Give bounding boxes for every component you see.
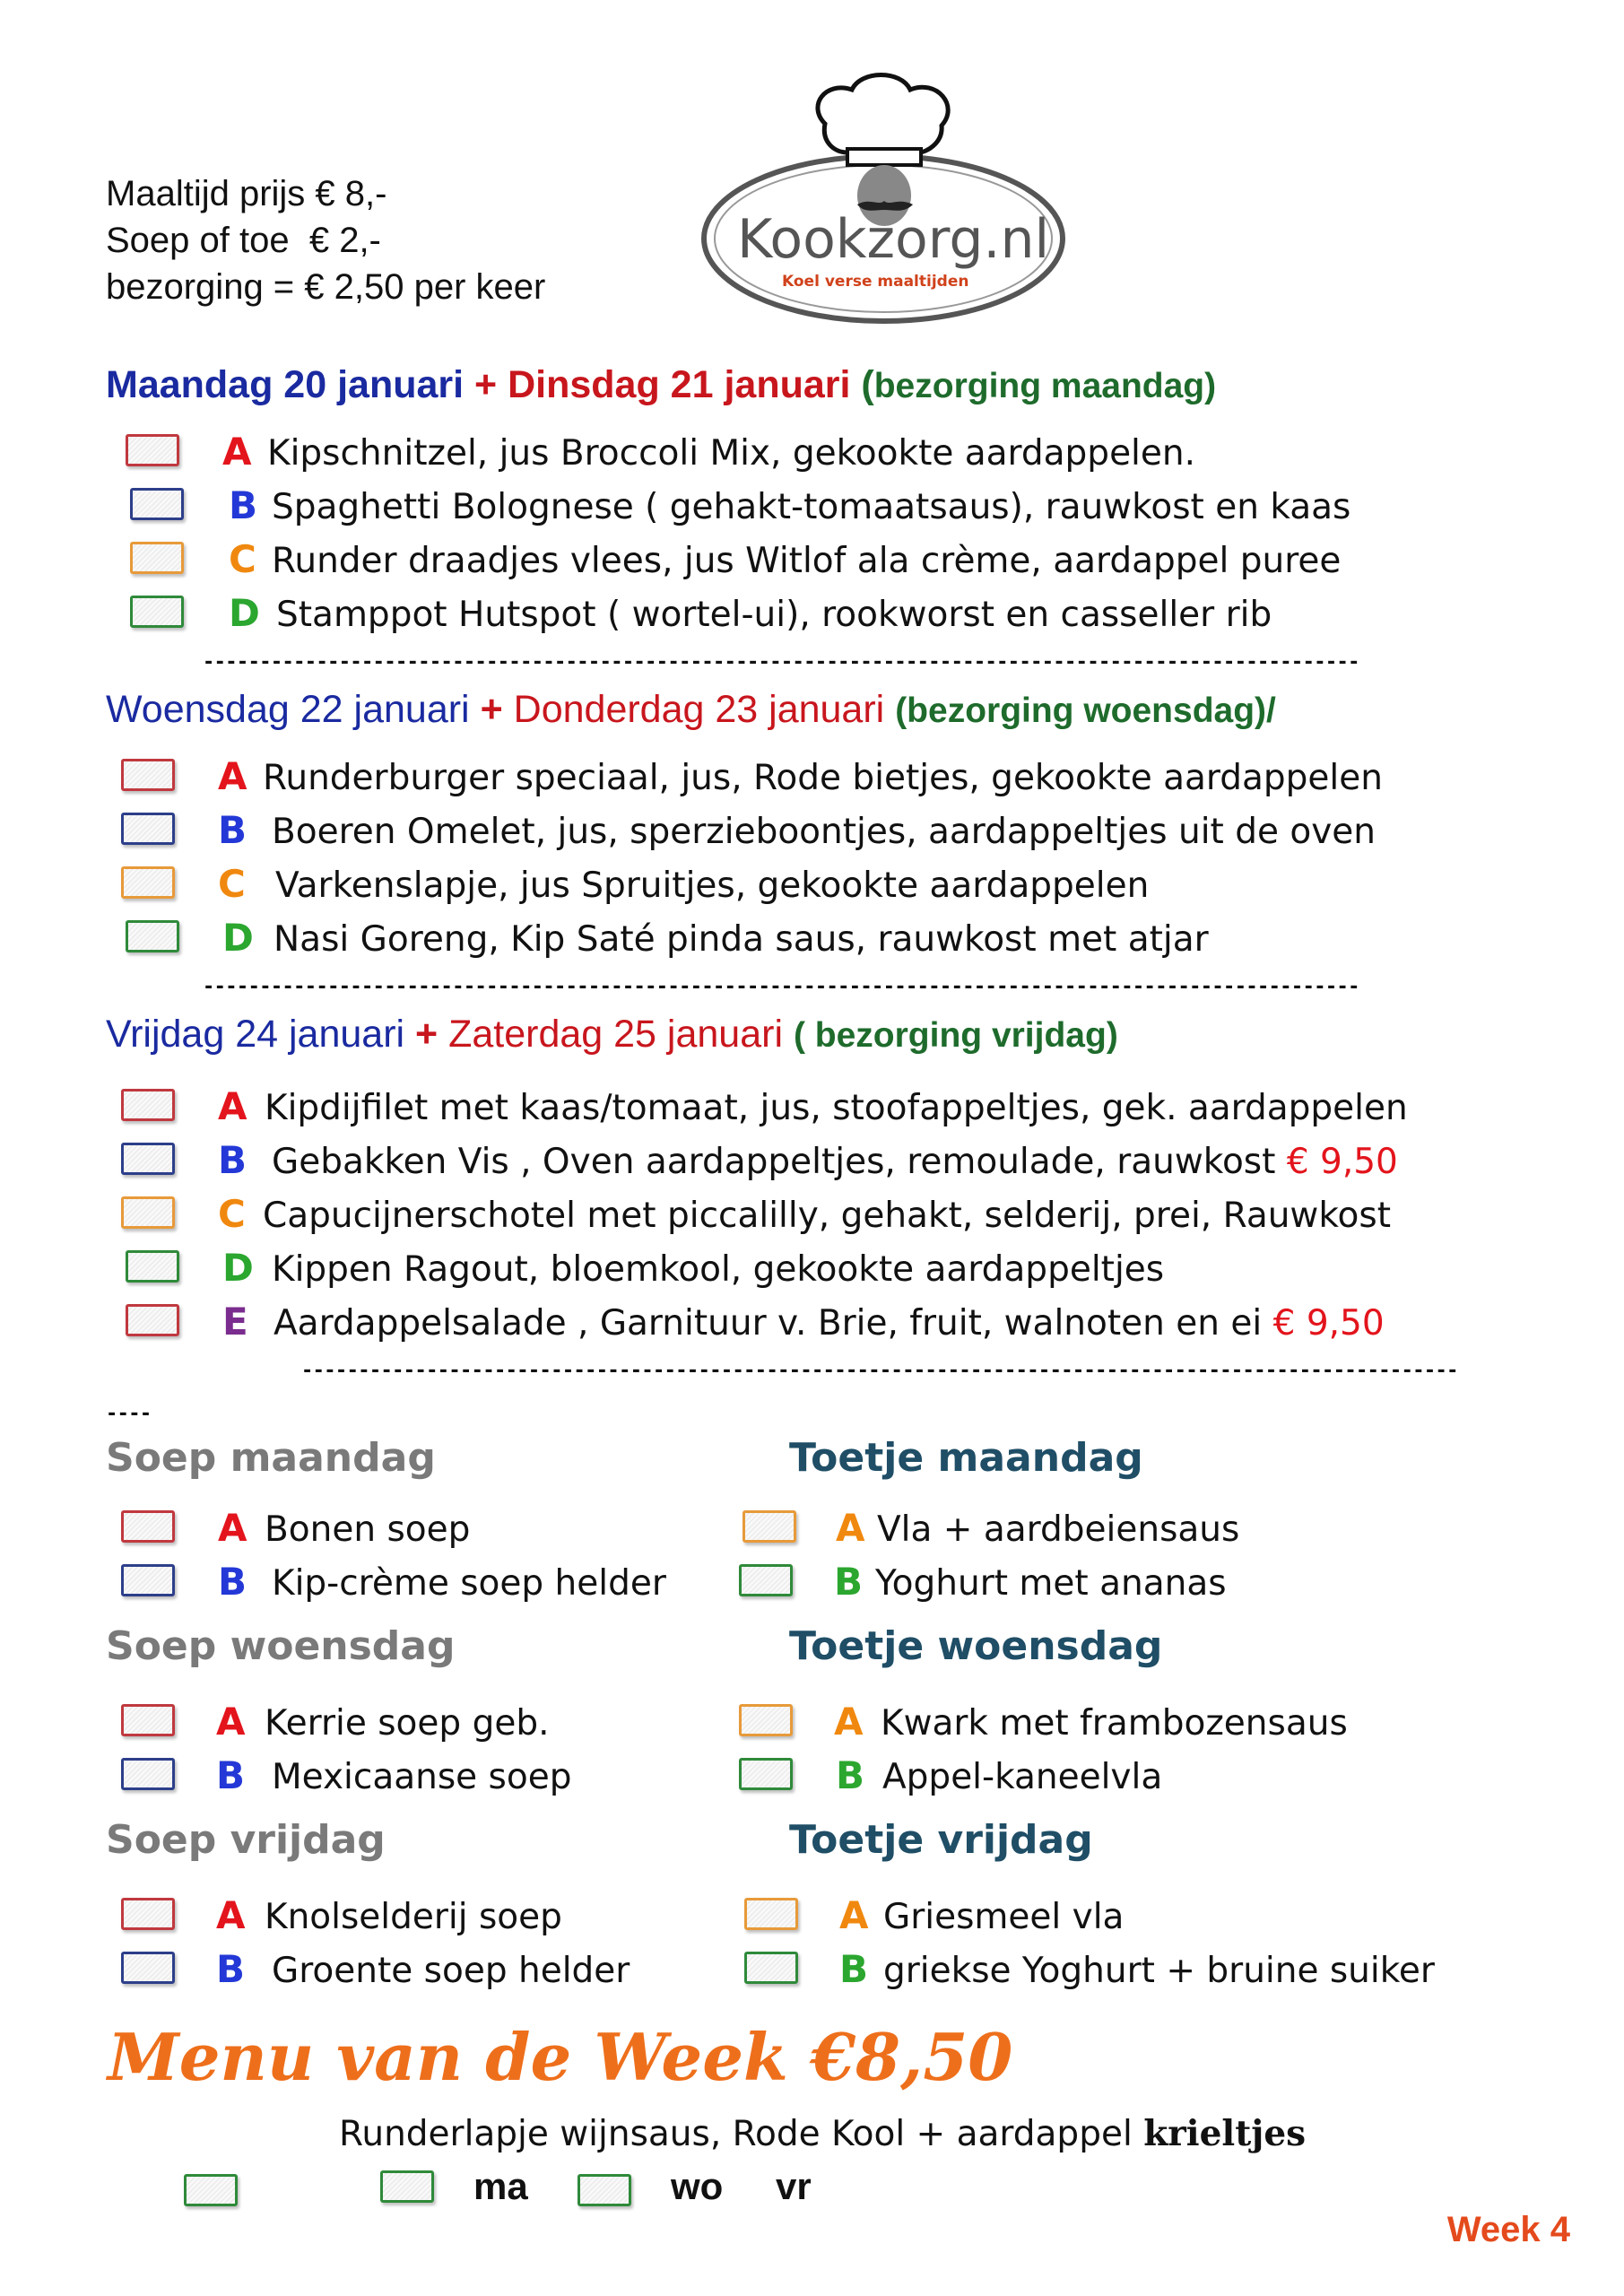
option-letter: A xyxy=(216,1700,246,1744)
checkbox[interactable] xyxy=(121,1143,175,1175)
dish-text: Kwark met frambozensaus xyxy=(881,1703,1348,1744)
block2-day1: Woensdag 22 januari xyxy=(106,688,470,731)
block3-plus: + xyxy=(415,1013,439,1056)
kookzorg-logo xyxy=(690,70,1076,330)
day-label-vr: vr xyxy=(776,2165,812,2207)
short-separator: ---- xyxy=(106,1405,152,1424)
checkbox[interactable] xyxy=(130,596,184,628)
separator: ------------------------------------------------------------------------------------------------------ xyxy=(301,1361,1458,1381)
dish-price: € 9,50 xyxy=(1286,1142,1398,1182)
menu-week-dish-end: krieltjes xyxy=(1143,2113,1307,2154)
block1-header xyxy=(106,363,1217,406)
separator: ------------------------------------------------------------------------------------------------------ xyxy=(203,653,1359,673)
block1-day1: Maandag 20 januari xyxy=(106,363,465,406)
option-letter: A xyxy=(218,754,248,798)
day-label-wo: wo xyxy=(671,2165,724,2207)
checkbox[interactable] xyxy=(743,1510,796,1543)
dish-text: Kipschnitzel, jus Broccoli Mix, gekookte aardappelen. xyxy=(267,433,1196,474)
checkbox[interactable] xyxy=(126,434,179,466)
block2-note: (bezorging woensdag)/ xyxy=(895,691,1276,730)
option-letter: B xyxy=(834,1560,864,1604)
dish-text: griekse Yoghurt + bruine suiker xyxy=(883,1951,1435,1991)
dish-text: Bonen soep xyxy=(265,1509,471,1550)
dish-text: Kip-crème soep helder xyxy=(272,1563,666,1604)
separator: ------------------------------------------------------------------------------------------------------ xyxy=(203,978,1359,997)
block1-note: bezorging maandag) xyxy=(873,367,1217,405)
block1-plus: + xyxy=(474,363,498,406)
option-letter: B xyxy=(216,1753,246,1797)
soup-friday-title: Soep vrijdag xyxy=(106,1817,386,1863)
soup-wednesday-title: Soep woensdag xyxy=(106,1623,456,1669)
dish-text: Vla + aardbeiensaus xyxy=(877,1509,1240,1550)
dish-text: Varkenslapje, jus Spruitjes, gekookte aardappelen xyxy=(275,865,1150,906)
checkbox[interactable] xyxy=(126,920,179,952)
menu-week-title: Menu van de Week €8,50 xyxy=(108,2019,1013,2095)
block3-day1: Vrijdag 24 januari xyxy=(106,1013,405,1056)
option-letter: B xyxy=(218,1560,248,1604)
checkbox[interactable] xyxy=(739,1758,793,1790)
checkbox[interactable] xyxy=(739,1704,793,1736)
option-letter: C xyxy=(218,1192,246,1236)
checkbox[interactable] xyxy=(121,1758,175,1790)
logo-brand: Kookzorg.nl xyxy=(737,208,1050,271)
block2-plus: + xyxy=(480,688,503,731)
option-letter: A xyxy=(216,1893,246,1937)
price-soup-dessert: Soep of toe € 2,- xyxy=(106,221,381,260)
dish-price: € 9,50 xyxy=(1272,1303,1385,1344)
option-letter: D xyxy=(222,916,254,960)
dish-text: Spaghetti Bolognese ( gehakt-tomaatsaus), rauwkost en kaas xyxy=(272,487,1351,527)
price-delivery: bezorging = € 2,50 per keer xyxy=(106,267,546,307)
checkbox[interactable] xyxy=(121,1196,175,1229)
checkbox[interactable] xyxy=(121,1510,175,1543)
option-letter: B xyxy=(216,1947,246,1991)
checkbox[interactable] xyxy=(744,1952,798,1984)
dish-text: Runderburger speciaal, jus, Rode bietjes, gekookte aardappelen xyxy=(263,758,1383,798)
checkbox[interactable] xyxy=(739,1564,793,1596)
dessert-wednesday-title: Toetje woensdag xyxy=(789,1623,1163,1669)
option-letter: B xyxy=(229,483,258,527)
block2-day2: Donderdag 23 januari xyxy=(513,688,885,731)
checkbox[interactable] xyxy=(121,1564,175,1596)
dish-text: Runder draadjes vlees, jus Witlof ala crème, aardappel puree xyxy=(272,541,1342,581)
checkbox[interactable] xyxy=(130,488,184,520)
chef-hat-icon xyxy=(690,70,1076,330)
block2-header xyxy=(106,688,1276,731)
dish-text: Capucijnerschotel met piccalilly, gehakt, selderij, prei, Rauwkost xyxy=(263,1196,1391,1236)
option-letter: B xyxy=(836,1753,865,1797)
block1-note-open: ( xyxy=(861,363,874,406)
option-letter: A xyxy=(222,430,252,474)
checkbox[interactable] xyxy=(744,1898,798,1930)
option-letter: C xyxy=(229,537,256,581)
menu-week-checkbox-ma[interactable] xyxy=(380,2170,434,2203)
option-letter: C xyxy=(218,862,246,906)
checkbox[interactable] xyxy=(121,1704,175,1736)
dish-text: Appel-kaneelvla xyxy=(882,1757,1163,1797)
dish-text: Kippen Ragout, bloemkool, gekookte aardappeltjes xyxy=(272,1249,1165,1290)
dish-text: Stamppot Hutspot ( wortel-ui), rookworst en casseller rib xyxy=(276,595,1272,635)
logo-tagline: Koel verse maaltijden xyxy=(782,273,969,291)
option-letter: D xyxy=(229,591,260,635)
option-letter: D xyxy=(222,1246,254,1290)
menu-week-checkbox[interactable] xyxy=(184,2174,238,2206)
menu-week-dish xyxy=(339,2113,1306,2154)
option-letter: B xyxy=(218,1138,248,1182)
soup-monday-title: Soep maandag xyxy=(106,1435,436,1481)
checkbox[interactable] xyxy=(121,1898,175,1930)
dish-text: Yoghurt met ananas xyxy=(875,1563,1227,1604)
dish-name: Aardappelsalade , Garnituur v. Brie, fruit, walnoten en ei xyxy=(274,1303,1263,1344)
menu-week-checkbox-wo[interactable] xyxy=(578,2174,631,2206)
block3-day2: Zaterdag 25 januari xyxy=(448,1013,784,1056)
dish-text: Boeren Omelet, jus, sperzieboontjes, aardappeltjes uit de oven xyxy=(272,812,1376,852)
checkbox[interactable] xyxy=(130,542,184,574)
checkbox[interactable] xyxy=(126,1304,179,1336)
checkbox[interactable] xyxy=(121,866,175,899)
checkbox[interactable] xyxy=(121,1952,175,1984)
checkbox[interactable] xyxy=(121,759,175,791)
option-letter: A xyxy=(834,1700,864,1744)
day-label-ma: ma xyxy=(473,2165,528,2207)
price-meal: Maaltijd prijs € 8,- xyxy=(106,174,387,213)
menu-week-dish-main: Runderlapje wijnsaus, Rode Kool + aardappel xyxy=(339,2114,1133,2154)
option-letter: E xyxy=(222,1300,248,1344)
dish-text: Kipdijfilet met kaas/tomaat, jus, stoofappeltjes, gek. aardappelen xyxy=(265,1088,1408,1128)
dessert-monday-title: Toetje maandag xyxy=(789,1435,1143,1481)
checkbox[interactable] xyxy=(121,1089,175,1121)
dessert-friday-title: Toetje vrijdag xyxy=(789,1817,1093,1863)
option-letter: B xyxy=(839,1947,869,1991)
block3-header xyxy=(106,1015,1118,1054)
option-letter: B xyxy=(218,808,248,852)
dish-text: Knolselderij soep xyxy=(265,1897,562,1937)
checkbox[interactable] xyxy=(121,813,175,845)
block3-note: ( bezorging vrijdag) xyxy=(793,1016,1118,1055)
dish-text: Nasi Goreng, Kip Saté pinda saus, rauwkost met atjar xyxy=(274,919,1209,960)
dish-text xyxy=(272,1141,1398,1184)
dish-text: Griesmeel vla xyxy=(883,1897,1125,1937)
week-label: Week 4 xyxy=(1446,2210,1570,2249)
dish-text: Mexicaanse soep xyxy=(272,1757,572,1797)
checkbox[interactable] xyxy=(126,1250,179,1283)
block1-day2: Dinsdag 21 januari xyxy=(508,363,851,406)
option-letter: A xyxy=(218,1506,248,1550)
dish-text xyxy=(274,1302,1385,1345)
dish-text: Groente soep helder xyxy=(272,1951,630,1991)
option-letter: A xyxy=(839,1893,869,1937)
option-letter: A xyxy=(836,1506,865,1550)
dish-name: Gebakken Vis , Oven aardappeltjes, remoulade, rauwkost xyxy=(272,1142,1276,1182)
option-letter: A xyxy=(218,1084,248,1128)
dish-text: Kerrie soep geb. xyxy=(265,1703,550,1744)
